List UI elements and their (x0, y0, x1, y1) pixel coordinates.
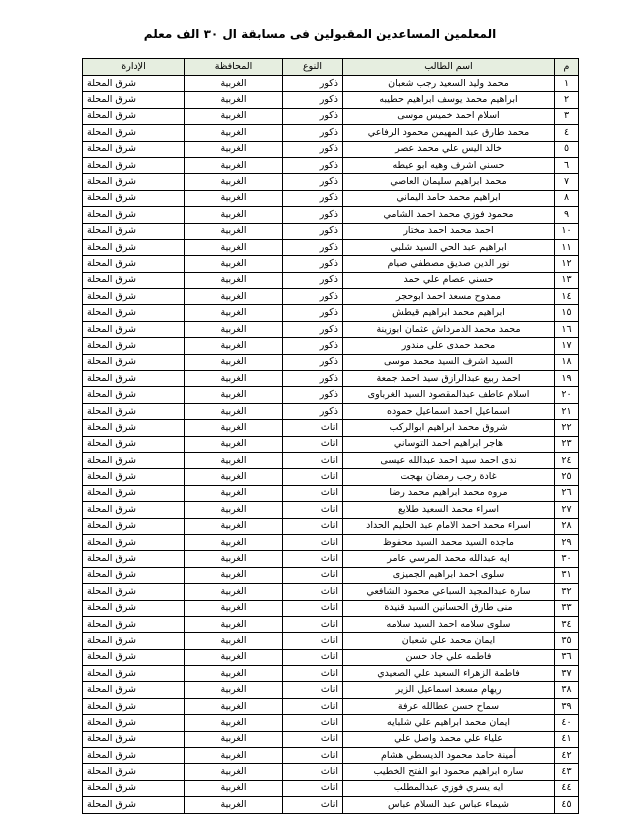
student-name: سماح حسن عطالله عرفة (343, 698, 555, 714)
governorate-cell: الغربية (185, 338, 283, 354)
administration-cell: شرق المحلة (83, 141, 185, 157)
student-name: فاطمة الزهراء السعيد علي الصعيدي (343, 666, 555, 682)
row-number: ٣٣ (555, 600, 579, 616)
governorate-cell: الغربية (185, 452, 283, 468)
governorate-cell: الغربية (185, 157, 283, 173)
governorate-cell: الغربية (185, 436, 283, 452)
gender-cell: ذكور (283, 256, 343, 272)
student-name: محمد حمدى على مندور (343, 338, 555, 354)
row-number: ١٥ (555, 305, 579, 321)
governorate-cell: الغربية (185, 354, 283, 370)
administration-cell: شرق المحلة (83, 403, 185, 419)
governorate-cell: الغربية (185, 239, 283, 255)
administration-cell: شرق المحلة (83, 108, 185, 124)
table-row (83, 289, 579, 305)
table-row (83, 190, 579, 206)
governorate-cell: الغربية (185, 207, 283, 223)
table-row (83, 403, 579, 419)
administration-cell: شرق المحلة (83, 190, 185, 206)
gender-cell: اناث (283, 649, 343, 665)
gender-cell: اناث (283, 698, 343, 714)
administration-cell: شرق المحلة (83, 616, 185, 632)
student-name: هاجر ابراهيم احمد التوساني (343, 436, 555, 452)
gender-cell: ذكور (283, 108, 343, 124)
gender-cell: اناث (283, 682, 343, 698)
student-name: علياء علي محمد واصل علي (343, 731, 555, 747)
gender-cell: ذكور (283, 354, 343, 370)
gender-cell: اناث (283, 518, 343, 534)
table-row (83, 305, 579, 321)
header-administration: الإدارة (83, 59, 185, 76)
administration-cell: شرق المحلة (83, 174, 185, 190)
table-row (83, 76, 579, 92)
administration-cell: شرق المحلة (83, 764, 185, 780)
administration-cell: شرق المحلة (83, 502, 185, 518)
student-name: محمد طارق عبد المهيمن محمود الرفاعي (343, 125, 555, 141)
governorate-cell: الغربية (185, 616, 283, 632)
gender-cell: ذكور (283, 338, 343, 354)
row-number: ٣٢ (555, 584, 579, 600)
student-name: ماجده السيد محمد السيد محفوظ (343, 534, 555, 550)
table-row (83, 633, 579, 649)
student-name: احمد محمد احمد مختار (343, 223, 555, 239)
row-number: ١٠ (555, 223, 579, 239)
student-name: ريهام مسعد اسماعيل الزير (343, 682, 555, 698)
student-name: سارة عبدالمجيد السباعي محمود الشافعي (343, 584, 555, 600)
governorate-cell: الغربية (185, 469, 283, 485)
gender-cell: ذكور (283, 272, 343, 288)
row-number: ١٢ (555, 256, 579, 272)
administration-cell: شرق المحلة (83, 780, 185, 796)
administration-cell: شرق المحلة (83, 649, 185, 665)
gender-cell: ذكور (283, 305, 343, 321)
student-name: سلوى احمد ابراهيم الجميزى (343, 567, 555, 583)
row-number: ١ (555, 76, 579, 92)
row-number: ٩ (555, 207, 579, 223)
student-name: مروه محمد ابراهيم محمد رضا (343, 485, 555, 501)
student-name: ابراهيم عبد الحي السيد شلبي (343, 239, 555, 255)
table-row (83, 92, 579, 108)
governorate-cell: الغربية (185, 797, 283, 813)
student-name: اسلام احمد خميس موسى (343, 108, 555, 124)
administration-cell: شرق المحلة (83, 797, 185, 813)
student-name: اسلام عاطف عبدالمقصود السيد الغرباوى (343, 387, 555, 403)
governorate-cell: الغربية (185, 272, 283, 288)
student-name: محمود فوزي محمد احمد الشامي (343, 207, 555, 223)
row-number: ٦ (555, 157, 579, 173)
table-row (83, 502, 579, 518)
administration-cell: شرق المحلة (83, 207, 185, 223)
row-number: ٤١ (555, 731, 579, 747)
administration-cell: شرق المحلة (83, 289, 185, 305)
table-row (83, 518, 579, 534)
row-number: ٣٠ (555, 551, 579, 567)
governorate-cell: الغربية (185, 256, 283, 272)
table-row (83, 338, 579, 354)
table-row (83, 567, 579, 583)
student-name: خالد اليس علي محمد عصر (343, 141, 555, 157)
student-name: فاطمه علي جاد حسن (343, 649, 555, 665)
table-row (83, 387, 579, 403)
row-number: ٤ (555, 125, 579, 141)
governorate-cell: الغربية (185, 731, 283, 747)
governorate-cell: الغربية (185, 403, 283, 419)
governorate-cell: الغربية (185, 76, 283, 92)
gender-cell: ذكور (283, 223, 343, 239)
table-row (83, 616, 579, 632)
table-row (83, 321, 579, 337)
student-name: غادة رجب رمضان بهجت (343, 469, 555, 485)
table-row (83, 731, 579, 747)
governorate-cell: الغربية (185, 190, 283, 206)
gender-cell: ذكور (283, 125, 343, 141)
governorate-cell: الغربية (185, 387, 283, 403)
student-name: ايمان محمد علي شعبان (343, 633, 555, 649)
governorate-cell: الغربية (185, 92, 283, 108)
student-name: محمد محمد الدمرداش عثمان ابوزينة (343, 321, 555, 337)
gender-cell: اناث (283, 584, 343, 600)
student-name: سلوى سلامه احمد السيد سلامه (343, 616, 555, 632)
gender-cell: اناث (283, 436, 343, 452)
gender-cell: ذكور (283, 190, 343, 206)
administration-cell: شرق المحلة (83, 600, 185, 616)
student-name: ممدوح مسعد احمد ابوحجر (343, 289, 555, 305)
student-name: حسني عصام علي حمد (343, 272, 555, 288)
student-name: شروق محمد ابراهيم ابوالركب (343, 420, 555, 436)
row-number: ٢ (555, 92, 579, 108)
gender-cell: اناث (283, 551, 343, 567)
table-row (83, 174, 579, 190)
governorate-cell: الغربية (185, 108, 283, 124)
administration-cell: شرق المحلة (83, 256, 185, 272)
governorate-cell: الغربية (185, 764, 283, 780)
gender-cell: ذكور (283, 239, 343, 255)
table-row (83, 207, 579, 223)
row-number: ٣٩ (555, 698, 579, 714)
table-body (83, 76, 579, 814)
gender-cell: اناث (283, 764, 343, 780)
gender-cell: ذكور (283, 157, 343, 173)
administration-cell: شرق المحلة (83, 682, 185, 698)
table-row (83, 584, 579, 600)
row-number: ١٣ (555, 272, 579, 288)
governorate-cell: الغربية (185, 698, 283, 714)
student-name: اسراء محمد احمد الامام عبد الحليم الحداد (343, 518, 555, 534)
student-name: ابراهيم محمد يوسف ابراهيم حطيبه (343, 92, 555, 108)
governorate-cell: الغربية (185, 485, 283, 501)
administration-cell: شرق المحلة (83, 305, 185, 321)
student-name: شيماء عباس عبد السلام عباس (343, 797, 555, 813)
table-row (83, 666, 579, 682)
administration-cell: شرق المحلة (83, 715, 185, 731)
administration-cell: شرق المحلة (83, 239, 185, 255)
governorate-cell: الغربية (185, 551, 283, 567)
administration-cell: شرق المحلة (83, 567, 185, 583)
row-number: ١١ (555, 239, 579, 255)
administration-cell: شرق المحلة (83, 731, 185, 747)
table-row (83, 272, 579, 288)
student-name: اسراء محمد السعيد طلايع (343, 502, 555, 518)
table-row (83, 534, 579, 550)
row-number: ٢٤ (555, 452, 579, 468)
table-row (83, 764, 579, 780)
table-row (83, 715, 579, 731)
administration-cell: شرق المحلة (83, 584, 185, 600)
table-row (83, 452, 579, 468)
governorate-cell: الغربية (185, 780, 283, 796)
administration-cell: شرق المحلة (83, 321, 185, 337)
governorate-cell: الغربية (185, 371, 283, 387)
table-row (83, 371, 579, 387)
administration-cell: شرق المحلة (83, 157, 185, 173)
governorate-cell: الغربية (185, 715, 283, 731)
table-row (83, 551, 579, 567)
table-row (83, 256, 579, 272)
row-number: ٤٥ (555, 797, 579, 813)
table-row (83, 239, 579, 255)
gender-cell: ذكور (283, 207, 343, 223)
governorate-cell: الغربية (185, 321, 283, 337)
gender-cell: ذكور (283, 371, 343, 387)
row-number: ٣ (555, 108, 579, 124)
gender-cell: ذكور (283, 141, 343, 157)
student-name: ساره ابراهيم محمود ابو الفتح الخطيب (343, 764, 555, 780)
table-row (83, 797, 579, 813)
gender-cell: اناث (283, 534, 343, 550)
table-row (83, 223, 579, 239)
row-number: ٣٧ (555, 666, 579, 682)
table-row (83, 485, 579, 501)
row-number: ٢٢ (555, 420, 579, 436)
gender-cell: اناث (283, 485, 343, 501)
gender-cell: ذكور (283, 321, 343, 337)
row-number: ٧ (555, 174, 579, 190)
administration-cell: شرق المحلة (83, 748, 185, 764)
administration-cell: شرق المحلة (83, 666, 185, 682)
table-row (83, 108, 579, 124)
student-name: ابراهيم محمد ابراهيم قيطش (343, 305, 555, 321)
student-name: ندى احمد سيد احمد عبدالله عيسى (343, 452, 555, 468)
page-title: المعلمين المساعدين المقبولين فى مسابقة ال ٣٠ الف معلم (143, 27, 497, 41)
row-number: ٣٥ (555, 633, 579, 649)
student-name: ابراهيم محمد حامد اليماني (343, 190, 555, 206)
table-row (83, 600, 579, 616)
administration-cell: شرق المحلة (83, 354, 185, 370)
gender-cell: اناث (283, 469, 343, 485)
row-number: ٤٤ (555, 780, 579, 796)
administration-cell: شرق المحلة (83, 420, 185, 436)
gender-cell: اناث (283, 452, 343, 468)
row-number: ٢٧ (555, 502, 579, 518)
gender-cell: اناث (283, 633, 343, 649)
administration-cell: شرق المحلة (83, 371, 185, 387)
governorate-cell: الغربية (185, 174, 283, 190)
governorate-cell: الغربية (185, 584, 283, 600)
student-name: السيد اشرف السيد محمد موسى (343, 354, 555, 370)
administration-cell: شرق المحلة (83, 452, 185, 468)
row-number: ١٦ (555, 321, 579, 337)
row-number: ٢٨ (555, 518, 579, 534)
header-gender: النوع (283, 59, 343, 76)
student-name: ايه يسري فوزي عبدالمطلب (343, 780, 555, 796)
row-number: ٢٦ (555, 485, 579, 501)
table-row (83, 469, 579, 485)
student-name: نور الدين صديق مصطفي صيام (343, 256, 555, 272)
row-number: ٣٨ (555, 682, 579, 698)
student-name: منى طارق الحسانين السيد قنيدة (343, 600, 555, 616)
gender-cell: اناث (283, 502, 343, 518)
gender-cell: اناث (283, 715, 343, 731)
table-header-row (83, 59, 579, 76)
student-name: محمد ابراهيم سليمان العاصي (343, 174, 555, 190)
student-name: اسماعيل احمد اسماعيل حموده (343, 403, 555, 419)
administration-cell: شرق المحلة (83, 272, 185, 288)
governorate-cell: الغربية (185, 567, 283, 583)
table-row (83, 649, 579, 665)
administration-cell: شرق المحلة (83, 485, 185, 501)
table-row (83, 698, 579, 714)
table-row (83, 125, 579, 141)
administration-cell: شرق المحلة (83, 518, 185, 534)
student-name: حسني اشرف وهيه ابو عيطه (343, 157, 555, 173)
administration-cell: شرق المحلة (83, 436, 185, 452)
student-name: احمد ربيع عبدالرازق سيد احمد جمعة (343, 371, 555, 387)
governorate-cell: الغربية (185, 518, 283, 534)
row-number: ٢٩ (555, 534, 579, 550)
administration-cell: شرق المحلة (83, 534, 185, 550)
gender-cell: ذكور (283, 403, 343, 419)
row-number: ٣١ (555, 567, 579, 583)
student-name: ايمان محمد ابراهيم علي شلبايه (343, 715, 555, 731)
gender-cell: اناث (283, 420, 343, 436)
administration-cell: شرق المحلة (83, 338, 185, 354)
table-row (83, 436, 579, 452)
row-number: ٤٣ (555, 764, 579, 780)
gender-cell: ذكور (283, 174, 343, 190)
administration-cell: شرق المحلة (83, 469, 185, 485)
row-number: ١٨ (555, 354, 579, 370)
row-number: ٨ (555, 190, 579, 206)
administration-cell: شرق المحلة (83, 698, 185, 714)
gender-cell: اناث (283, 600, 343, 616)
row-number: ٢٥ (555, 469, 579, 485)
gender-cell: ذكور (283, 92, 343, 108)
row-number: ١٧ (555, 338, 579, 354)
gender-cell: اناث (283, 567, 343, 583)
table-row (83, 141, 579, 157)
row-number: ٢٠ (555, 387, 579, 403)
row-number: ٤٠ (555, 715, 579, 731)
student-name: أمينة حامد محمود الديسطي هشام (343, 748, 555, 764)
header-governorate: المحافظة (185, 59, 283, 76)
header-name: اسم الطالب (343, 59, 555, 76)
results-table (82, 58, 579, 814)
row-number: ٣٦ (555, 649, 579, 665)
gender-cell: اناث (283, 731, 343, 747)
governorate-cell: الغربية (185, 748, 283, 764)
governorate-cell: الغربية (185, 666, 283, 682)
governorate-cell: الغربية (185, 420, 283, 436)
governorate-cell: الغربية (185, 125, 283, 141)
governorate-cell: الغربية (185, 649, 283, 665)
gender-cell: اناث (283, 666, 343, 682)
administration-cell: شرق المحلة (83, 223, 185, 239)
governorate-cell: الغربية (185, 141, 283, 157)
row-number: ١٩ (555, 371, 579, 387)
header-num: م (555, 59, 579, 76)
governorate-cell: الغربية (185, 223, 283, 239)
gender-cell: اناث (283, 780, 343, 796)
row-number: ٣٤ (555, 616, 579, 632)
administration-cell: شرق المحلة (83, 387, 185, 403)
administration-cell: شرق المحلة (83, 92, 185, 108)
administration-cell: شرق المحلة (83, 125, 185, 141)
administration-cell: شرق المحلة (83, 633, 185, 649)
table-row (83, 354, 579, 370)
student-name: محمد وليد السعيد رجب شعبان (343, 76, 555, 92)
gender-cell: اناث (283, 797, 343, 813)
table-row (83, 420, 579, 436)
table-row (83, 748, 579, 764)
governorate-cell: الغربية (185, 534, 283, 550)
administration-cell: شرق المحلة (83, 76, 185, 92)
gender-cell: ذكور (283, 387, 343, 403)
row-number: ٤٢ (555, 748, 579, 764)
governorate-cell: الغربية (185, 682, 283, 698)
governorate-cell: الغربية (185, 633, 283, 649)
row-number: ٢٣ (555, 436, 579, 452)
row-number: ٥ (555, 141, 579, 157)
governorate-cell: الغربية (185, 289, 283, 305)
gender-cell: ذكور (283, 76, 343, 92)
student-name: ايه عبدالله محمد المرسي عامر (343, 551, 555, 567)
governorate-cell: الغربية (185, 502, 283, 518)
gender-cell: اناث (283, 748, 343, 764)
row-number: ١٤ (555, 289, 579, 305)
table-row (83, 157, 579, 173)
governorate-cell: الغربية (185, 600, 283, 616)
table-row (83, 780, 579, 796)
administration-cell: شرق المحلة (83, 551, 185, 567)
gender-cell: اناث (283, 616, 343, 632)
row-number: ٢١ (555, 403, 579, 419)
gender-cell: ذكور (283, 289, 343, 305)
governorate-cell: الغربية (185, 305, 283, 321)
table-row (83, 682, 579, 698)
